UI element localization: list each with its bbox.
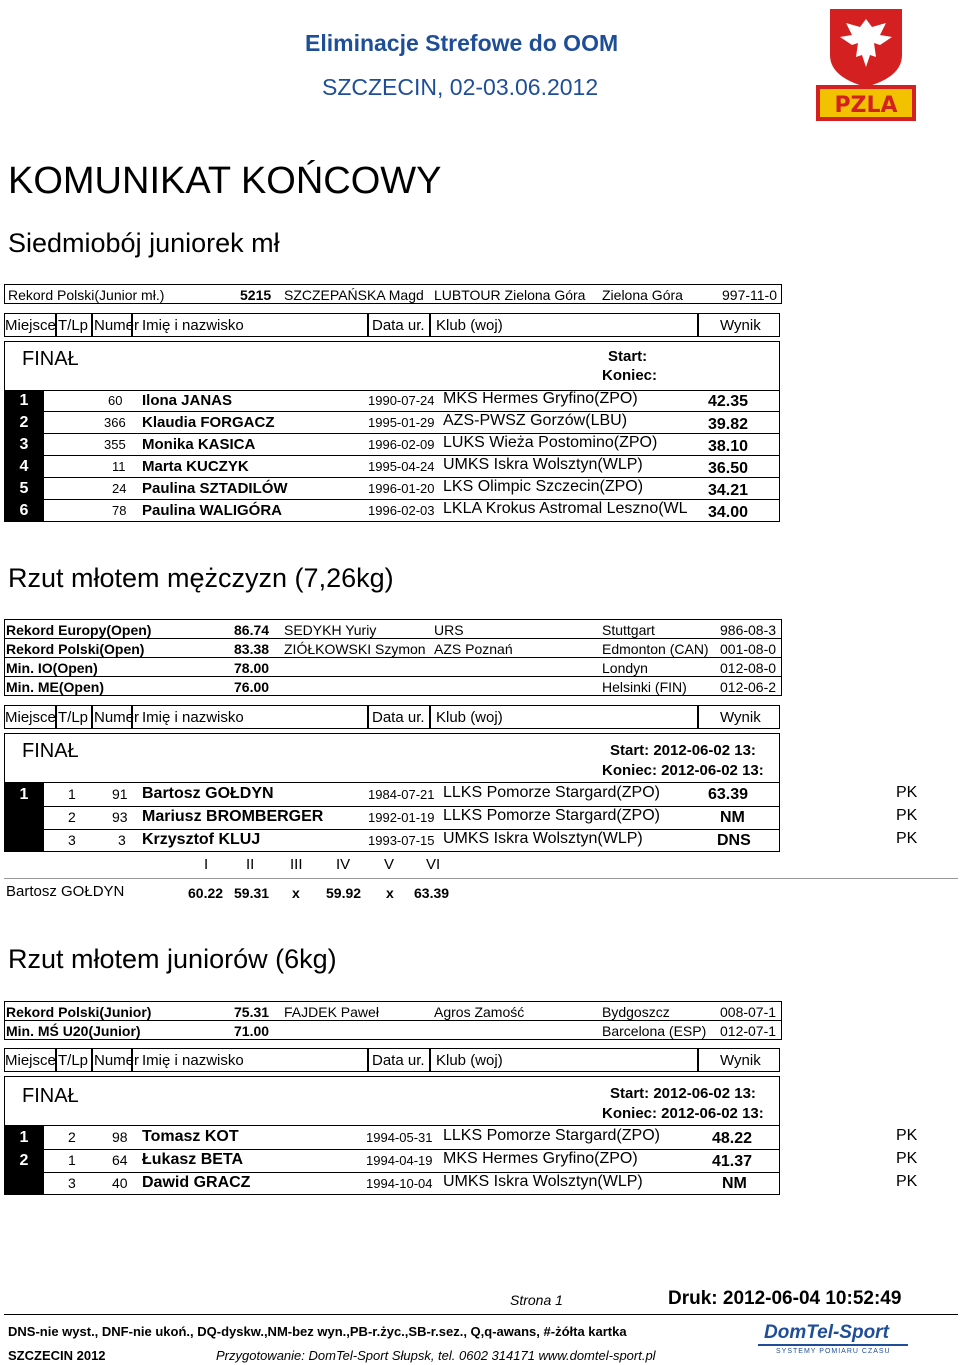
prepared-by: Przygotowanie: DomTel-Sport Słupsk, tel. 0602 314171 www.domtel-sport.pl xyxy=(216,1348,656,1363)
event-title: Rzut młotem juniorów (6kg) xyxy=(8,944,337,974)
column-header: Miejsce T/Lp Numer Imię i nazwisko Data ur. Klub (woj) Wynik xyxy=(0,1048,960,1074)
record-place: Zielona Góra xyxy=(602,287,683,303)
logo-text: PZLA xyxy=(834,93,898,118)
competition-title: Eliminacje Strefowe do OOM xyxy=(305,30,619,56)
start-time: Start: xyxy=(608,348,648,365)
col-club: Klub (woj) xyxy=(436,317,503,334)
final-label: FINAŁ xyxy=(22,1085,79,1107)
column-header: Miejsce T/Lp Numer Imię i nazwisko Data ur. Klub (woj) Wynik xyxy=(0,705,960,731)
legend: DNS-nie wyst., DNF-nie ukoń., DQ-dyskw.,NM-bez wyn.,PB-r.życ.,SB-r.sez., Q,q-awans, #-żółta kartka xyxy=(8,1324,627,1339)
final-label: FINAŁ xyxy=(22,348,79,370)
event-title: Siedmiobój juniorek mł xyxy=(8,228,280,258)
record-label: Rekord Polski(Junior mł.) xyxy=(8,287,165,303)
col-tlp: T/Lp xyxy=(58,317,89,334)
col-dob: Data ur. xyxy=(372,317,425,334)
final-box xyxy=(4,341,780,391)
final-label: FINAŁ xyxy=(22,740,79,762)
record-value: 5215 xyxy=(240,287,272,303)
pzla-logo xyxy=(812,5,920,123)
end-time: Koniec: 2012-06-02 13: xyxy=(602,762,764,779)
end-time: Koniec: xyxy=(602,367,658,384)
col-result: Wynik xyxy=(720,317,761,334)
col-number: Numer xyxy=(94,317,140,334)
event-title: Rzut młotem mężczyzn (7,26kg) xyxy=(8,563,394,593)
report-title: KOMUNIKAT KOŃCOWY xyxy=(8,160,442,202)
col-place: Miejsce xyxy=(5,317,56,334)
footer-city: SZCZECIN 2012 xyxy=(8,1348,106,1363)
start-time: Start: 2012-06-02 13: xyxy=(610,1085,756,1102)
end-time: Koniec: 2012-06-02 13: xyxy=(602,1105,764,1122)
column-header xyxy=(0,313,960,339)
domtel-logo: DomTel-Sport SYSTEMY POMIARU CZASU xyxy=(758,1322,908,1358)
record-club: LUBTOUR Zielona Góra xyxy=(434,287,586,303)
col-name: Imię i nazwisko xyxy=(142,317,244,334)
competition-subtitle: SZCZECIN, 02-03.06.2012 xyxy=(322,74,599,100)
start-time: Start: 2012-06-02 13: xyxy=(610,742,756,759)
record-holder: SZCZEPAŃSKA Magd xyxy=(284,287,424,303)
page-number: Strona 1 xyxy=(510,1292,563,1308)
record-date: 997-11-0 xyxy=(722,287,778,303)
print-timestamp: Druk: 2012-06-04 10:52:49 xyxy=(668,1288,902,1309)
